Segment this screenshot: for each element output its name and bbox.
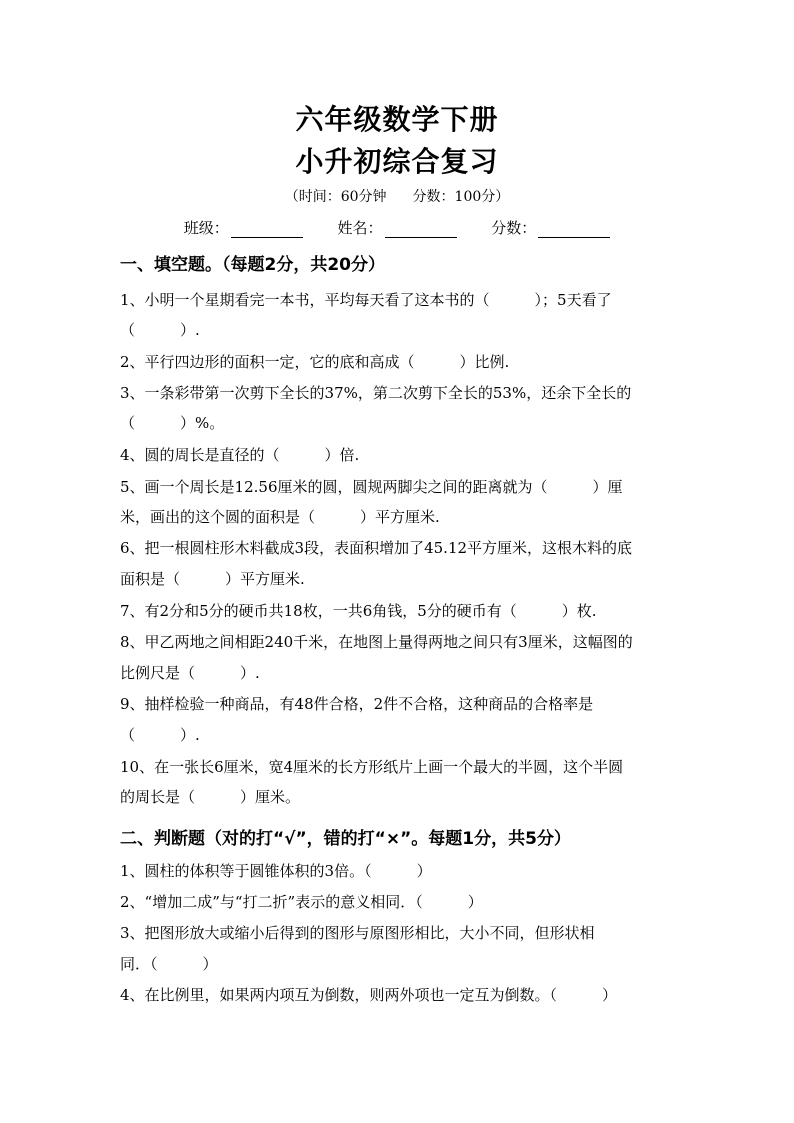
time-label: （时间：60分钟: [284, 189, 387, 205]
question-line: 的周长是（ ）厘米。: [120, 788, 301, 806]
question-line: 比例尺是（ ）.: [120, 664, 260, 682]
question-line: （ ）.: [120, 321, 200, 339]
question-line: 2、“增加二成”与“打二折”表示的意义相同．（ ）: [120, 893, 483, 911]
page-subtitle: 小升初综合复习: [295, 145, 499, 178]
question-line: 1、小明一个星期看完一本书，平均每天看了这本书的（ ）；5天看了: [120, 291, 612, 309]
question-line: 米，画出的这个圆的面积是（ ）平方厘米.: [120, 508, 440, 526]
question-line: 10、在一张长6厘米，宽4厘米的长方形纸片上画一个最大的半圆，这个半圆: [120, 758, 624, 776]
class-blank[interactable]: [231, 221, 303, 238]
question-line: 4、在比例里，如果两内项互为倒数，则两外项也一定互为倒数。（ ）: [120, 986, 618, 1004]
question-line: 3、一条彩带第一次剪下全长的37%，第二次剪下全长的53%，还余下全长的: [120, 384, 632, 402]
student-info-row: [0, 217, 794, 238]
question-line: 3、把图形放大或缩小后得到的图形与原图形相比，大小不同，但形状相: [120, 924, 595, 942]
question-line: （ ）.: [120, 726, 200, 744]
name-blank[interactable]: [385, 221, 457, 238]
section-heading-true-false: 二、判断题（对的打“√”，错的打“×”。每题1分，共5分）: [120, 829, 571, 849]
name-label: 姓名：: [337, 219, 383, 237]
question-line: 7、有2分和5分的硬币共18枚，一共6角钱，5分的硬币有（ ）枚.: [120, 602, 597, 620]
question-line: 1、圆柱的体积等于圆锥体积的3倍。（ ）: [120, 862, 432, 880]
question-line: 9、抽样检验一种商品，有48件合格，2件不合格，这种商品的合格率是: [120, 695, 594, 713]
score-label: 分数：: [491, 219, 537, 237]
question-line: 同．（ ）: [120, 955, 218, 973]
name-field: [337, 217, 456, 238]
question-line: 面积是（ ）平方厘米.: [120, 570, 305, 588]
score-field: [491, 217, 610, 238]
section-heading-fill-blank: 一、填空题。（每题2分，共20分）: [120, 255, 385, 275]
page-title: 六年级数学下册: [295, 103, 499, 136]
question-line: 2、平行四边形的面积一定，它的底和高成（ ）比例.: [120, 353, 510, 371]
question-line: 8、甲乙两地之间相距240千米，在地图上量得两地之间只有3厘米，这幅图的: [120, 633, 633, 651]
total-score-label: 分数：100分）: [412, 189, 510, 205]
class-field: [184, 217, 303, 238]
class-label: 班级：: [183, 219, 229, 237]
question-line: （ ）%。: [120, 414, 225, 432]
question-line: 5、画一个周长是12.56厘米的圆，圆规两脚尖之间的距离就为（ ）厘: [120, 478, 623, 496]
question-line: 6、把一根圆柱形木料截成3段，表面积增加了45.12平方厘米，这根木料的底: [120, 539, 633, 557]
exam-meta: [0, 186, 794, 206]
question-line: 4、圆的周长是直径的（ ）倍.: [120, 446, 360, 464]
score-blank[interactable]: [538, 221, 610, 238]
